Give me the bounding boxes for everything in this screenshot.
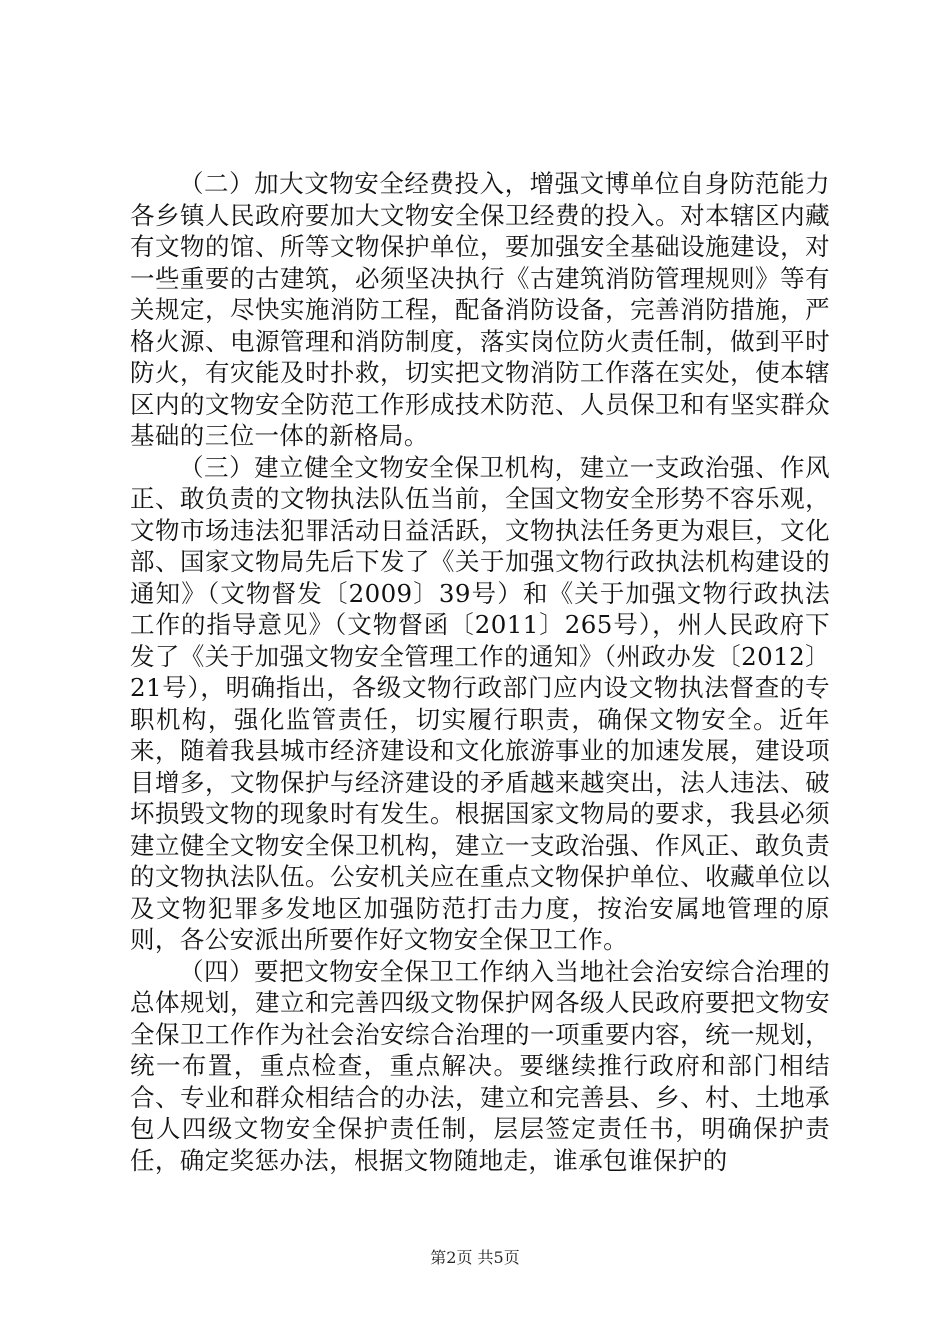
page-number-footer: 第2页 共5页 (430, 1248, 520, 1267)
paragraph-section-3: （三）建立健全文物安全保卫机构，建立一支政治强、作风正、敢负责的文物执法队伍当前，全国文物安全形势不容乐观，文物市场违法犯罪活动日益活跃，文物执法任务更为艰巨，文化部、国家文物局先后下发了《关于加强文物行政执法机构建设的通知》（文物督发〔2009〕39号）和《关于加强文物行政执法工作的指导意见》（文物督函〔2011〕265号），州人民政府下发了《关于加强文物安全管理工作的通知》（州政办发〔2012〕21号），明确指出，各级文物行政部门应内设文物执法督查的专职机构，强化监管责任，切实履行职责，确保文物安全。近年来，随着我县城市经济建设和文化旅游事业的加速发展，建设项目增多，文物保护与经济建设的矛盾越来越突出，法人违法、破坏损毁文物的现象时有发生。根据国家文物局的要求，我县必须建立健全文物安全保卫机构，建立一支政治强、作风正、敢负责的文物执法队伍。公安机关应在重点文物保护单位、收藏单位以及文物犯罪多发地区加强防范打击力度，按治安属地管理的原则，各公安派出所要作好文物安全保卫工作。 (130, 452, 830, 954)
document-body (130, 168, 830, 1176)
paragraph-section-4: （四）要把文物安全保卫工作纳入当地社会治安综合治理的总体规划，建立和完善四级文物保护网各级人民政府要把文物安全保卫工作作为社会治安综合治理的一项重要内容，统一规划，统一布置，重点检查，重点解决。要继续推行政府和部门相结合、专业和群众相结合的办法，建立和完善县、乡、村、土地承包人四级文物安全保护责任制，层层签定责任书，明确保护责任，确定奖惩办法，根据文物随地走，谁承包谁保护的 (130, 956, 830, 1175)
paragraph-section-2: （二）加大文物安全经费投入，增强文博单位自身防范能力各乡镇人民政府要加大文物安全保卫经费的投入。对本辖区内藏有文物的馆、所等文物保护单位，要加强安全基础设施建设，对一些重要的古建筑，必须坚决执行《古建筑消防管理规则》等有关规定，尽快实施消防工程，配备消防设备，完善消防措施，严格火源、电源管理和消防制度，落实岗位防火责任制，做到平时防火，有灾能及时扑救，切实把文物消防工作落在实处，使本辖区内的文物安全防范工作形成技术防范、人员保卫和有坚实群众基础的三位一体的新格局。 (130, 169, 830, 450)
